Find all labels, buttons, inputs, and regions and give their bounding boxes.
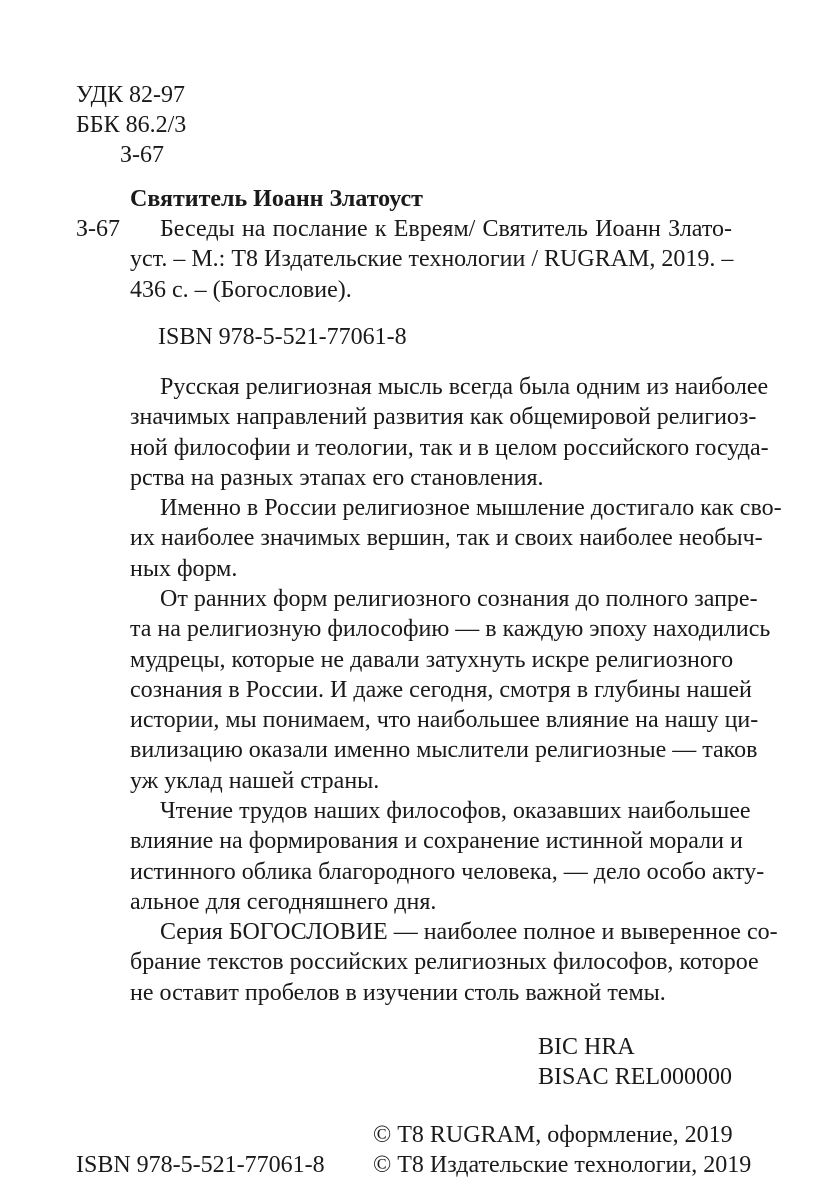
annotation-line: уж уклад нашей страны. — [130, 767, 380, 794]
annotation-line: их наиболее значимых вершин, так и своих наиболее необыч- — [130, 525, 763, 552]
annotation-line: мудрецы, которые не давали затухнуть искре религиозного — [130, 646, 734, 673]
annotation-line: не оставит пробелов в изучении столь важной темы. — [130, 979, 666, 1006]
annotation-line: значимых направлений развития как общемировой религиоз- — [130, 404, 757, 431]
annotation-paragraph-1 — [130, 372, 769, 493]
annotation-line: влияние на формирования и сохранение истинной морали и — [130, 828, 743, 855]
author-sign: З-67 — [76, 216, 121, 242]
biblio-line: уст. – М.: Т8 Издательские технологии / RUGRAM, 2019. – — [130, 246, 734, 273]
annotation-line: ных форм. — [130, 555, 238, 582]
biblio-line: 436 с. – (Богословие). — [130, 276, 352, 303]
copyright-design: © Т8 RUGRAM, оформление, 2019 — [373, 1122, 733, 1148]
annotation-line: Чтение трудов наших философов, оказавших наибольшее — [160, 798, 751, 824]
classification-codes — [76, 80, 186, 170]
annotation-line: Серия БОГОСЛОВИЕ — наиболее полное и выверенное со- — [160, 919, 778, 945]
annotation-paragraph-4 — [130, 796, 765, 917]
annotation-paragraph-5 — [130, 917, 778, 1008]
annotation-line: альное для сегодняшнего дня. — [130, 888, 437, 915]
annotation-line: рства на разных этапах его становления. — [130, 464, 544, 491]
annotation-line: истории, мы понимаем, что наибольшее влияние на нашу ци- — [130, 707, 759, 734]
biblio-line: Беседы на послание к Евреям/ Святитель Иоанн Злато- — [160, 216, 732, 242]
annotation-line: истинного облика благородного человека, — дело особо акту- — [130, 858, 765, 885]
annotation-line: та на религиозную философию — в каждую эпоху находились — [130, 616, 771, 643]
bisac-code: BISAC REL000000 — [538, 1064, 733, 1090]
bibliographic-description — [130, 214, 732, 305]
annotation-line: брание текстов российских религиозных философов, которое — [130, 949, 759, 976]
isbn-bottom: ISBN 978-5-521-77061-8 — [76, 1152, 325, 1178]
annotation-paragraph-3 — [130, 584, 771, 796]
udk-code: УДК 82-97 — [76, 82, 185, 108]
annotation-line: вилизацию оказали именно мыслители религиозные — таков — [130, 737, 758, 764]
annotation-line: Именно в России религиозное мышление достигало как сво- — [160, 495, 782, 521]
annotation-line: ной философии и теологии, так и в целом российского госуда- — [130, 434, 769, 461]
author-sign-top: З-67 — [120, 142, 165, 168]
annotation-line: сознания в России. И даже сегодня, смотря в глубины нашей — [130, 676, 752, 703]
annotation-line: Русская религиозная мысль всегда была одним из наиболее — [160, 374, 769, 400]
isbn-main: ISBN 978-5-521-77061-8 — [158, 324, 407, 350]
annotation-paragraph-2 — [130, 493, 782, 584]
bic-code: BIC HRA — [538, 1034, 635, 1060]
author-name: Святитель Иоанн Златоуст — [130, 186, 423, 212]
copyright-publisher: © Т8 Издательские технологии, 2019 — [373, 1152, 752, 1178]
bbk-code: ББК 86.2/3 — [76, 112, 187, 138]
annotation-line: От ранних форм религиозного сознания до полного запре- — [160, 586, 758, 612]
